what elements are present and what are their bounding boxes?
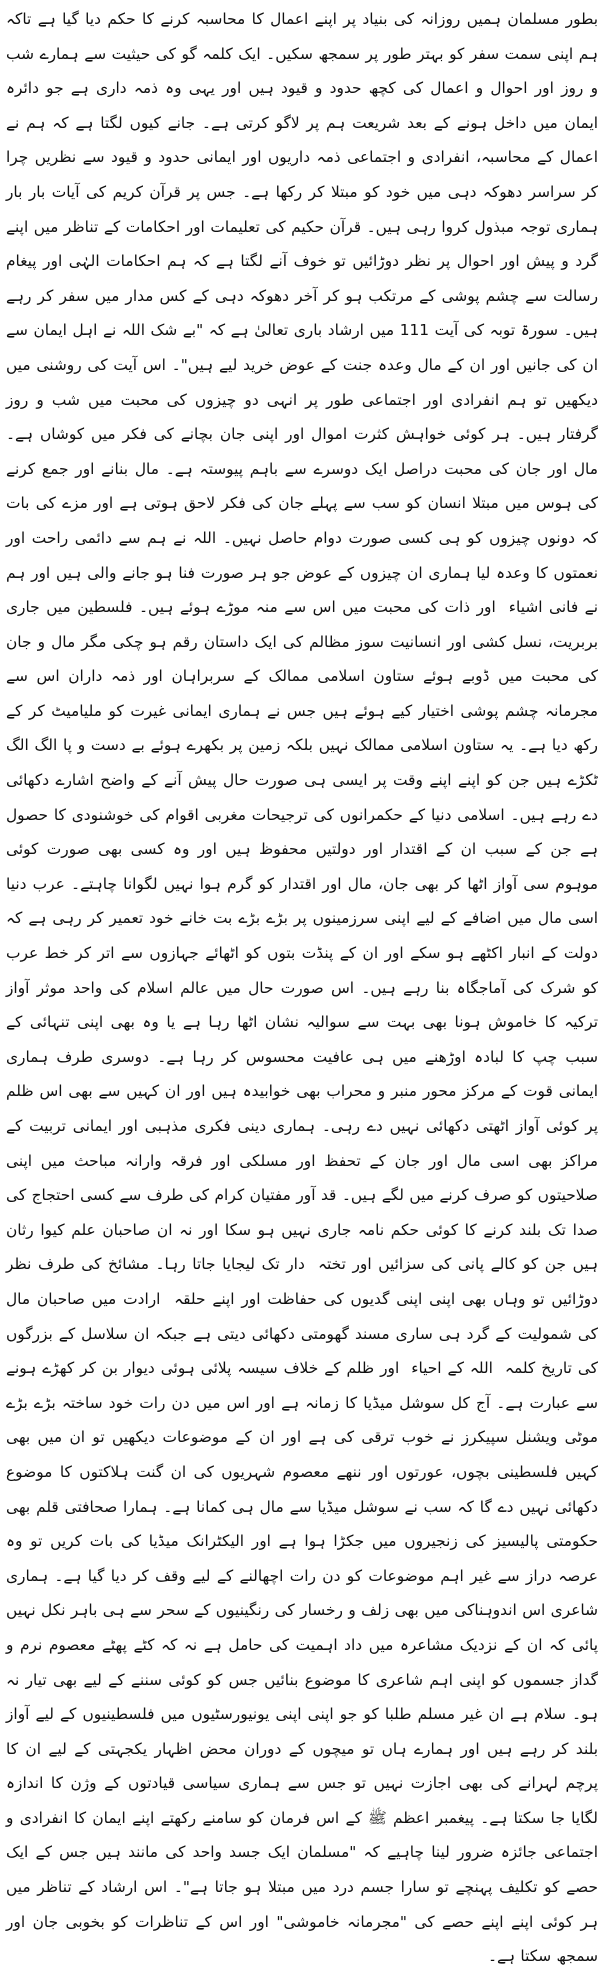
article-body-text: بطور مسلمان ہمیں روزانہ کی بنیاد پر اپنے اعمال کا محاسبہ کرنے کا حکم دیا گیا ہے تاکہ ہم اپنی سمت سفر کو بہتر طور پر سمجھ سکیں۔ ایک کلمہ گو کی حیثیت سے ہمارے شب و روز اور احوال و اعمال کی کچھ حدود و قیود ہیں اور یہی وہ ذمہ داری ہے جو دائرہ ایمان میں داخل ہونے کے بعد شریعت ہم پر لاگو کرتی ہے۔ جانے کیوں لگتا ہے کہ ہم نے اعمال کے محاسبہ، انفرادی و اجتماعی ذمہ داریوں اور ایمانی حدود و قیود سے نظریں چرا کر سراسر دھوکہ دہی میں خود کو مبتلا کر رکھا ہے۔ جس پر قرآن کریم کی آیات بار بار ہماری توجہ مبذول کروا رہی ہیں۔ قرآن حکیم کی تعلیمات اور احکامات کے تناظر میں اپنے گرد و پیش اور احوال پر نظر دوڑائیں تو خوف آنے لگتا ہے کہ ہم احکامات الہٰی اور پیغام رسالت سے چشم پوشی کے مرتکب ہو کر آخر دھوکہ دہی کے کس مدار میں سفر کر رہے ہیں۔ سورۃ توبہ کی آیت 111 میں ارشاد باری تعالیٰ ہے کہ "بے شک اللہ نے اہل ایمان سے ان کی جانیں اور ان کے مال وعدہ جنت کے عوض خرید لیے ہیں"۔ اس آیت کی روشنی میں دیکھیں تو ہم انفرادی اور اجتماعی طور پر انہی دو چیزوں کی محبت میں شب و روز گرفتار ہیں۔ ہر کوئی خواہش کثرت اموال اور اپنی جان بچانے کی فکر میں کوشاں ہے۔ مال اور جان کی محبت دراصل ایک دوسرے سے باہم پیوستہ ہے۔ مال بنانے اور جمع کرنے کی ہوس میں مبتلا انسان کو سب سے پہلے جان کی فکر لاحق ہوتی ہے اور مزے کی بات کہ دونوں چیزوں کو ہی کسی صورت دوام حاصل نہیں۔ اللہ نے ہم سے دائمی راحت اور نعمتوں کا وعدہ لیا ہماری ان چیزوں کے عوض جو ہر صورت فنا ہو جانے والی ہیں اور ہم نے فانی اشیاء ⁠ اور ذات کی محبت میں اس سے منہ موڑے ہوئے ہیں۔ فلسطین میں جاری بربریت، نسل کشی اور انسانیت سوز مظالم کی ایک داستان رقم ہو چکی مگر مال و جان کی محبت میں ڈوبے ہوئے ستاون اسلامی ممالک کے سربراہان اور ذمہ داران اس سے مجرمانہ چشم پوشی اختیار کیے ہوئے ہیں جس نے ہماری ایمانی غیرت کو ملیامیٹ کر کے رکھ دیا ہے۔ یہ ستاون اسلامی ممالک نہیں بلکہ زمین پر بکھرے ہوئے بے دست و پا الگ الگ ٹکڑے ہیں جن کو اپنے اپنے وقت پر ایسی ہی صورت حال پیش آنے کے واضح اشارے دکھائی دے رہے ہیں۔ اسلامی دنیا کے حکمرانوں کی ترجیحات مغربی اقوام کی خوشنودی کا حصول ہے جن کے سبب ان کے اقتدار اور دولتیں محفوظ ہیں اور وہ کسی بھی صورت کوئی موہوم سی آواز اٹھا کر بھی جان، مال اور اقتدار کو گرم ہوا نہیں لگوانا چاہتے۔ عرب دنیا اسی مال میں اضافے کے لیے اپنی سرزمینوں پر بڑے بڑے بت خانے خود تعمیر کر رہی ہے کہ دولت کے انبار اکٹھے ہو سکے اور ان کے پنڈت بتوں کو اٹھائے جہازوں سے اتر کر خط عرب کو شرک کی آماجگاہ بنا رہے ہیں۔ اس صورت حال میں عالم اسلام کی واحد موثر آواز ترکیہ کا خاموش ہونا بھی بہت سے سوالیہ نشان اٹھا رہا ہے یا وہ بھی اپنی تنہائی کے سبب چپ کا لبادہ اوڑھنے میں ہی عافیت محسوس کر رہا ہے۔ دوسری طرف ہماری ایمانی قوت کے مرکز محور منبر و محراب بھی خوابیدہ ہیں اور ان کہیں سے بھی اس ظلم پر کوئی آواز اٹھتی دکھائی نہیں دے رہی۔ ہماری دینی فکری مذہبی اور ایمانی تربیت کے مراکز بھی اسی مال اور جان کے تحفظ اور مسلکی اور فرقہ وارانہ مباحث میں اپنی صلاحیتوں کو صرف کرنے میں لگے ہیں۔ قد آور مفتیان کرام کی طرف سے کسی احتجاج کی صدا تک بلند کرنے کا کوئی حکم نامہ جاری نہیں ہو سکا اور نہ ان صاحبان علم کیوا رثان ہیں جن کو کالے پانی کی سزائیں اور تختہ ⁠ دار تک لیجایا جاتا رہا۔ مشائخ کی طرف نظر دوڑائیں تو وہاں بھی اپنی اپنی گدیوں کی حفاظت اور اپنے حلقہ ⁠ ارادت میں صاحبان مال کی شمولیت کے گرد ہی ساری مسند گھومتی دکھائی دیتی ہے جبکہ ان سلاسل کے بزرگوں کی تاریخ کلمہ ⁠ اللہ کے احیاء ⁠ اور ظلم کے خلاف سیسہ پلائی ہوئی دیوار بن کر کھڑے ہونے سے عبارت ہے۔ آج کل سوشل میڈیا کا زمانہ ہے اور اس میں دن رات خود ساختہ بڑے بڑے موٹی ویشنل سپیکرز نے خوب ترقی کی ہے اور ان کے موضوعات دیکھیں تو ان میں بھی کہیں فلسطینی بچوں، عورتوں اور ننھے معصوم شہریوں کی ان گنت ہلاکتوں کا موضوع دکھائی نہیں دے گا کہ سب نے سوشل میڈیا سے مال ہی کمانا ہے۔ ہمارا صحافتی قلم بھی حکومتی پالیسیز کی زنجیروں میں جکڑا ہوا ہے اور الیکٹرانک میڈیا کی بات کریں تو وہ عرصہ دراز سے غیر اہم موضوعات کو دن رات اچھالنے کے لیے وقف کر دیا گیا ہے۔ ہماری شاعری اس اندوہناکی میں بھی زلف و رخسار کی رنگینیوں کے سحر سے ہی باہر نکل نہیں پائی کہ ان کے نزدیک مشاعرہ میں داد اہمیت کی حامل ہے نہ کہ کٹے پھٹے معصوم نرم و گداز جسموں کو اپنی اہم شاعری کا موضوع بنائیں جس کو کوئی سننے کے لیے بھی تیار نہ ہو۔ سلام ہے ان غیر مسلم طلبا کو جو اپنی اپنی یونیورسٹیوں میں فلسطینیوں کے لیے آواز بلند کر رہے ہیں اور ہمارے ہاں تو میچوں کے دوران محض اظہار یکجہتی کے لیے ان کا پرچم لہرانے کی بھی اجازت نہیں تو جس سے ہماری سیاسی قیادتوں کے وژن کا اندازہ لگایا جا سکتا ہے۔ پیغمبر اعظم ﷺ کے اس فرمان کو سامنے رکھتے اپنے ایمان کا انفرادی و اجتماعی جائزہ ضرور لینا چاہیے کہ "مسلمان ایک جسد واحد کی مانند ہیں جس کے ایک حصے کو تکلیف پہنچے تو سارا جسم درد میں مبتلا ہو جاتا ہے"۔ اس ارشاد کے تناظر میں ہر کوئی اپنے اپنے حصے کی "مجرمانہ خاموشی" اور اس کے تناظرات کو بخوبی جان اور سمجھ سکتا ہے۔: [6, 10, 598, 1966]
